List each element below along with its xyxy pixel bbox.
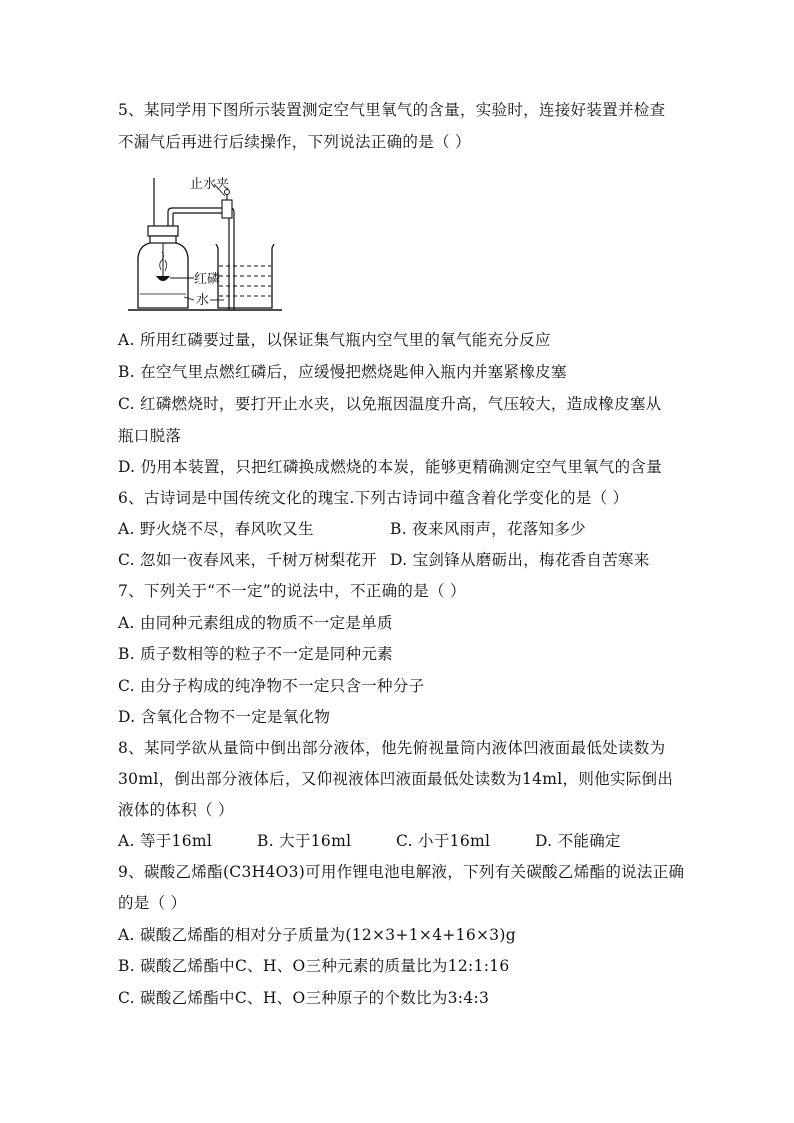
q7-stem: 7、下列关于“不一定”的说法中，不正确的是（ ） bbox=[118, 582, 466, 600]
water-clamp bbox=[222, 200, 232, 218]
q5-option-b: B. 在空气里点燃红磷后，应缓慢把燃烧匙伸入瓶内并塞紧橡皮塞 bbox=[118, 363, 567, 381]
q8-stem-line-2: 30ml，倒出部分液体后，又仰视液体凹液面最低处读数为14ml，则他实际倒出 bbox=[118, 770, 674, 788]
beaker bbox=[216, 244, 274, 308]
flame-icon-2 bbox=[165, 260, 167, 271]
q9-option-b: B. 碳酸乙烯酯中C、H、O三种元素的质量比为12:1:16 bbox=[118, 957, 510, 975]
q5-option-a: A. 所用红磷要过量，以保证集气瓶内空气里的氧气能充分反应 bbox=[118, 331, 551, 349]
q8-stem-line-1: 8、某同学欲从量筒中倒出部分液体，他先俯视量筒内液体凹液面最低处读数为 bbox=[118, 739, 666, 757]
q8-option-b: B. 大于16ml bbox=[257, 832, 352, 850]
phosphorus-label: 红磷 bbox=[194, 272, 221, 287]
q5-option-d: D. 仍用本装置，只把红磷换成燃烧的本炭，能够更精确测定空气里氧气的含量 bbox=[118, 458, 663, 476]
q8-option-a: A. 等于16ml bbox=[118, 832, 213, 850]
q5-stem-line-2: 不漏气后再进行后续操作，下列说法正确的是（ ） bbox=[118, 133, 471, 151]
q9-stem-line-1: 9、碳酸乙烯酯(C3H4O3)可用作锂电池电解液，下列有关碳酸乙烯酯的说法正确 bbox=[118, 863, 685, 881]
combustion-spoon bbox=[156, 276, 170, 281]
q7-option-b: B. 质子数相等的粒子不一定是同种元素 bbox=[118, 645, 393, 663]
experiment-apparatus-figure bbox=[118, 170, 288, 320]
q6-option-a: A. 野火烧不尽，春风吹又生 bbox=[118, 520, 314, 538]
q7-option-d: D. 含氧化合物不一定是氧化物 bbox=[118, 708, 331, 726]
water-label-leader bbox=[184, 297, 194, 300]
rubber-stopper bbox=[148, 226, 178, 236]
q6-option-c: C. 忽如一夜春风来，千树万树梨花开 bbox=[118, 551, 378, 569]
clamp-label: 止水夹 bbox=[190, 177, 230, 192]
q8-option-c: C. 小于16ml bbox=[396, 832, 491, 850]
q8-stem-line-3: 液体的体积（ ） bbox=[118, 801, 234, 819]
q6-option-d: D. 宝剑锋从磨砺出，梅花香自苦寒来 bbox=[390, 551, 650, 569]
q9-stem-line-2: 的是（ ） bbox=[118, 894, 187, 912]
q5-option-c-line-1: C. 红磷燃烧时，要打开止水夹，以免瓶因温度升高，气压较大，造成橡皮塞从 bbox=[118, 395, 662, 413]
q9-option-a: A. 碳酸乙烯酯的相对分子质量为(12×3+1×4+16×3)g bbox=[118, 926, 516, 944]
q5-option-c-line-2: 瓶口脱落 bbox=[118, 427, 182, 445]
q7-option-c: C. 由分子构成的纯净物不一定只含一种分子 bbox=[118, 677, 425, 695]
bottle-neck bbox=[150, 236, 176, 243]
q6-option-b: B. 夜来风雨声，花落知多少 bbox=[390, 520, 586, 538]
q8-option-d: D. 不能确定 bbox=[535, 832, 621, 850]
q7-option-a: A. 由同种元素组成的物质不一定是单质 bbox=[118, 614, 393, 632]
water-label: 水 bbox=[196, 293, 210, 308]
q6-stem: 6、古诗词是中国传统文化的瑰宝.下列古诗词中蕴含着化学变化的是（ ） bbox=[118, 489, 629, 507]
q5-stem-line-1: 5、某同学用下图所示装置测定空气里氧气的含量，实验时，连接好装置并检查 bbox=[118, 101, 666, 119]
q9-option-c: C. 碳酸乙烯酯中C、H、O三种原子的个数比为3:4:3 bbox=[118, 989, 490, 1007]
